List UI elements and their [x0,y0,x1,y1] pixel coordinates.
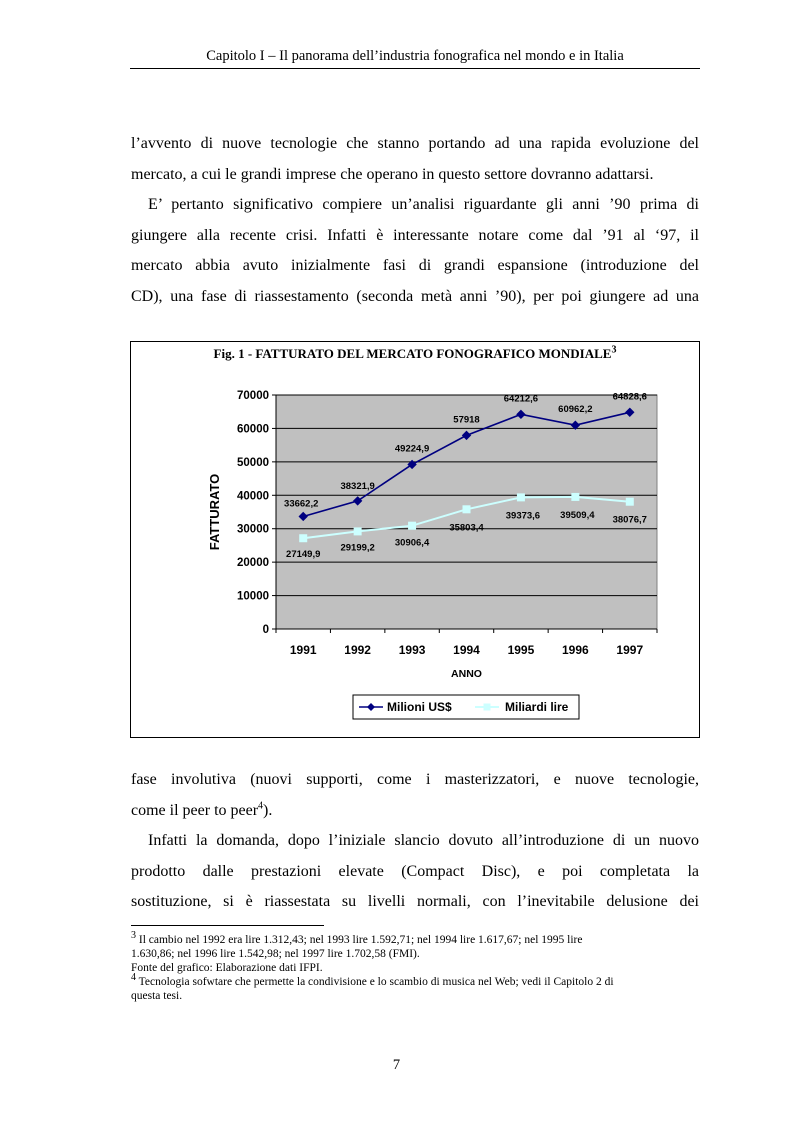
data-label: 57918 [453,414,480,426]
paragraph-line: mercato, a cui le grandi imprese che operano in questo settore dovranno adattarsi. [131,165,654,183]
data-point-lire [517,494,524,501]
data-label: 64828,6 [612,391,647,403]
y-tick-label: 40000 [237,490,269,503]
data-point-lire [409,522,416,529]
paragraph-line: l’avvento di nuove tecnologie che stanno portando ad una rapida evoluzione del [131,135,699,152]
data-point-lire [300,535,307,542]
page-number: 7 [392,1057,401,1073]
x-tick-label: 1997 [616,643,644,657]
y-tick-label: 20000 [237,557,269,570]
data-point-lire [626,498,633,505]
x-tick-label: 1995 [507,643,535,657]
footnote-text: 1.630,86; nel 1996 lire 1.542,98; nel 1997 lire 1.702,58 (FMI). [131,948,420,960]
legend-marker-lire [484,704,491,711]
paragraph-line: mercato abbia avuto inizialmente fasi di grandi espansione (introduzione del [131,257,699,274]
data-label: 38076,7 [612,514,647,526]
footnote-4-line [131,972,701,989]
data-label: 39373,6 [505,510,541,522]
paragraph-2 [131,190,699,312]
data-label: 64212,6 [503,393,539,405]
footnote-rule [131,925,324,926]
data-point-lire [572,493,579,500]
footnote-mark: 4 [131,972,136,984]
paragraph-line: Infatti la domanda, dopo l’iniziale slancio dovuto all’introduzione di un nuovo [148,832,699,849]
data-label: 38321,9 [340,480,375,492]
y-tick-label: 0 [262,624,269,636]
x-tick-label: 1994 [453,643,480,657]
legend-label: Milioni US$ [387,700,452,714]
x-tick-label: 1993 [398,643,426,657]
y-tick-label: 50000 [237,456,269,469]
data-label: 60962,2 [558,404,593,416]
data-point-lire [354,528,361,535]
footnote-text: Il cambio nel 1992 era lire 1.312,43; nel 1993 lire 1.592,71; nel 1994 lire 1.617,67; nel 1995 lire [136,934,583,946]
figure-source-note: Fonte del grafico: Elaborazione dati IFPI. [131,962,323,974]
data-label: 30906,4 [394,537,430,549]
footnotes [131,930,701,1003]
paragraph-line [131,796,699,827]
y-axis-title: FATTURATO [207,473,222,551]
data-label: 33662,2 [284,498,319,510]
legend-label: Miliardi lire [505,700,569,714]
x-axis-title: ANNO [451,668,482,680]
x-tick-label: 1992 [344,643,371,657]
x-tick-label: 1996 [562,643,589,657]
paragraph-3 [131,765,699,826]
revenue-line-chart [131,342,699,737]
data-label: 35803,4 [449,522,484,534]
data-label: 29199,2 [340,542,375,554]
y-tick-label: 30000 [237,523,269,536]
figure-title-footnote-mark: 3 [611,344,617,356]
paragraph-text: come il peer to peer [131,801,259,819]
y-tick-label: 60000 [237,423,269,436]
footnote-text: Tecnologia sofwtare che permette la condivisione e lo scambio di musica nel Web; vedi il Capitolo 2 di [136,976,614,988]
paragraph-4 [131,826,699,918]
paragraph-line: giungere alla recente crisi. Infatti è interessante notare come dal ’91 al ‘97, il [131,226,699,244]
data-point-lire [463,506,470,513]
paragraph-line: prodotto dalle prestazioni elevate (Compact Disc), e poi completata la [131,862,699,880]
data-label: 49224,9 [394,443,430,455]
paragraph-text: ). [263,801,273,819]
y-tick-label: 70000 [237,390,269,402]
paragraph-line: E’ pertanto significativo compiere un’analisi riguardante gli anni ’90 prima di [148,196,699,213]
paragraph-1 [131,129,699,190]
data-label: 27149,9 [286,549,321,561]
footnote-text: questa tesi. [131,990,183,1002]
x-tick-label: 1991 [289,643,317,657]
paragraph-line: sostituzione, si è riassestata su livelli normali, con l’inevitabile delusione dei [131,893,699,910]
paragraph-line: CD), una fase di riassestamento (seconda metà anni ’90), per poi giungere ad una [131,287,699,305]
y-tick-label: 10000 [237,590,269,603]
header-rule [130,68,700,69]
running-header: Capitolo I – Il panorama dell’industria fonografica nel mondo e in Italia [206,48,624,64]
footnote-mark: 3 [131,930,136,942]
figure-1 [130,341,700,738]
figure-title-text: Fig. 1 - FATTURATO DEL MERCATO FONOGRAFICO MONDIALE [213,346,612,361]
data-label: 39509,4 [560,509,595,521]
paragraph-line: fase involutiva (nuovi supporti, come i masterizzatori, e nuove tecnologie, [131,771,699,788]
footnote-3-line [131,930,701,947]
footnote-mark: 4 [258,800,264,812]
